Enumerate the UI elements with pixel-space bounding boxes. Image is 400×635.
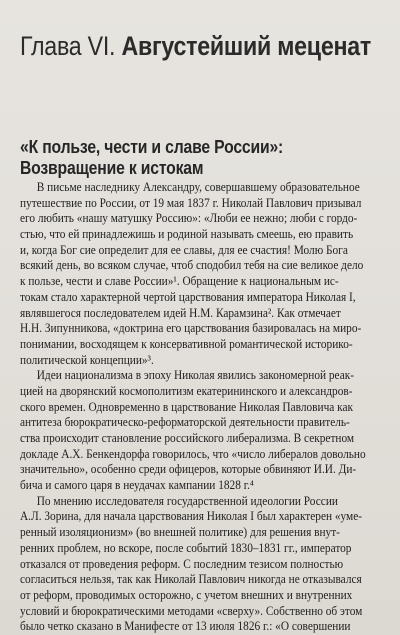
text-line	[20, 604, 380, 620]
text-line	[20, 588, 380, 604]
text-line-content: По мнению исследователя государственной идеологии России	[36, 493, 338, 508]
text-line	[20, 290, 380, 306]
text-line-content: ства происходит становление российского либерализма. В секретном	[20, 431, 355, 445]
text-line	[20, 243, 380, 259]
text-line	[20, 541, 380, 557]
text-line-content: цией на дворянский космополитизм екатерининского и александров-	[20, 383, 353, 398]
chapter-label: Глава VI.	[20, 31, 116, 61]
text-line-content: политической концепции»³.	[20, 352, 154, 367]
text-line	[20, 196, 380, 212]
text-line-content: ского времен. Одновременно в царствование Николая Павловича как	[20, 399, 354, 414]
text-line	[20, 227, 380, 243]
text-line-content: Н.Н. Зипунникова, «доктрина его царствования базировалась на миро-	[20, 321, 362, 336]
text-line	[20, 494, 380, 510]
text-line-content: отказался от проведения реформ. С последним тезисом полностью	[20, 556, 344, 571]
text-line-content: условий и бюрократическими методами «сверху». Собственно об этом	[20, 603, 363, 618]
text-line	[20, 180, 380, 196]
chapter-title: Августейший меценат	[121, 31, 372, 61]
text-line	[20, 415, 380, 431]
text-line	[20, 619, 380, 635]
text-line-content: и, когда Бог сие определит для ее славы, для ее счастия! Молю Бога	[20, 242, 348, 257]
text-line-content: Идеи национализма в эпоху Николая явились закономерной реак-	[36, 368, 355, 383]
section-heading	[20, 136, 380, 178]
text-line-content: понимании, восходящем к консервативной романтической историко-	[20, 336, 353, 351]
text-line-content: ренный изоляционизм» (во внешней политике) для решения внут-	[20, 525, 340, 540]
text-line	[20, 525, 380, 541]
text-line	[20, 321, 380, 337]
text-line	[20, 431, 380, 447]
text-line	[20, 557, 380, 573]
chapter-heading	[20, 31, 371, 61]
text-line-content: от реформ, проводимых осторожно, с учетом внешних и внутренних	[20, 587, 353, 602]
text-line-content: токам стало характерной чертой царствования императора Николая I,	[20, 289, 356, 304]
text-line-content: путешествие по России, от 19 мая 1837 г. Николай Павлович призывал	[20, 195, 362, 210]
text-line-content: являвшегося последователем идей Н.М. Карамзина². Как отмечает	[20, 305, 341, 320]
text-line-content: А.Л. Зорина, для начала царствования Николая I был характерен «уме-	[20, 509, 363, 524]
text-line-content: всякий день, во всяком случае, чтоб сподобил тебя на сие великое дело	[20, 258, 364, 273]
text-line	[20, 478, 380, 494]
text-line	[20, 274, 380, 290]
text-line	[20, 306, 380, 322]
text-line-content: В письме наследнику Александру, совершавшему образовательное	[36, 180, 360, 194]
text-line-content: бича и самого царя в неудачах кампании 1828 г.⁴	[20, 478, 254, 493]
text-line	[20, 572, 380, 588]
text-line	[20, 384, 380, 400]
section-title-line: Возвращение к истокам	[20, 157, 204, 178]
text-line-content: докладе А.Х. Бенкендорфа говорилось, что «число либералов довольно	[20, 446, 366, 461]
text-line-content: стью, что ей принадлежишь и родиной называть смеешь, ею править	[20, 227, 354, 242]
text-line-content: значительно», особенно среди офицеров, которые обвиняют И.И. Ди-	[20, 462, 357, 477]
text-line-content: согласиться нельзя, так как Николай Павлович никогда не отказывался	[20, 572, 362, 587]
text-line-content: к пользе, чести и славе России»¹. Обращение к национальным ис-	[20, 274, 339, 289]
text-line-content: его любить «нашу матушку Россию»: «Люби ее нежно; люби с гордо-	[20, 211, 358, 226]
text-line	[20, 368, 380, 384]
text-line	[20, 211, 380, 227]
body-text	[20, 180, 380, 635]
text-line	[20, 353, 380, 369]
text-line	[20, 337, 380, 353]
text-line-content: ренних проблем, но вскоре, после событий 1830–1831 гг., император	[20, 540, 352, 555]
text-line	[20, 400, 380, 416]
text-line	[20, 447, 380, 463]
text-line	[20, 509, 380, 525]
text-line	[20, 258, 380, 274]
text-line	[20, 462, 380, 478]
text-line-content: антитеза бюрократическо-реформаторской деятельности правитель-	[20, 415, 350, 430]
section-title-line: «К пользе, чести и славе России»:	[20, 136, 284, 157]
text-line-content: было четко сказано в Манифесте от 13 июля 1826 г.: «О совершении	[20, 619, 351, 634]
